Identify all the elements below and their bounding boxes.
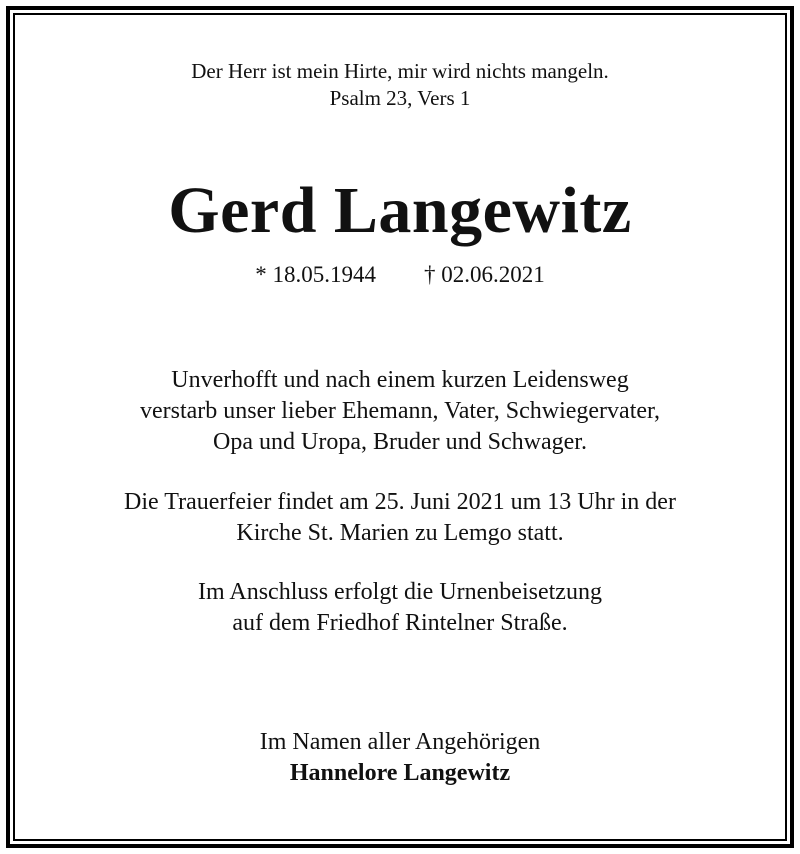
announcement-line: verstarb unser lieber Ehemann, Vater, Schwiegervater,: [139, 398, 661, 424]
deceased-name: Gerd Langewitz: [168, 174, 632, 247]
service-line: Kirche St. Marien zu Lemgo statt.: [236, 520, 564, 546]
service-line: Die Trauerfeier findet am 25. Juni 2021 um 13 Uhr in der: [124, 489, 676, 515]
burial-line: Im Anschluss erfolgt die Urnenbeisetzung: [198, 579, 602, 605]
life-dates: [20, 260, 780, 290]
quote-source: Psalm 23, Vers 1: [329, 86, 471, 110]
announcement-text: [20, 365, 780, 458]
announcement-line: Opa und Uropa, Bruder und Schwager.: [213, 429, 587, 455]
bible-quote: [20, 58, 780, 112]
death-date: † 02.06.2021: [424, 262, 545, 287]
service-text: [20, 487, 780, 549]
announcement-line: Unverhofft und nach einem kurzen Leidensweg: [171, 367, 629, 393]
birth-date: * 18.05.1944: [255, 262, 376, 287]
signer-name: Hannelore Langewitz: [289, 760, 511, 786]
burial-line: auf dem Friedhof Rintelner Straße.: [232, 610, 568, 636]
quote-text: Der Herr ist mein Hirte, mir wird nichts mangeln.: [191, 59, 609, 83]
closing-phrase: Im Namen aller Angehörigen: [259, 729, 541, 755]
burial-text: [20, 577, 780, 639]
obituary-notice: [20, 20, 780, 834]
closing-signature: [20, 727, 780, 789]
